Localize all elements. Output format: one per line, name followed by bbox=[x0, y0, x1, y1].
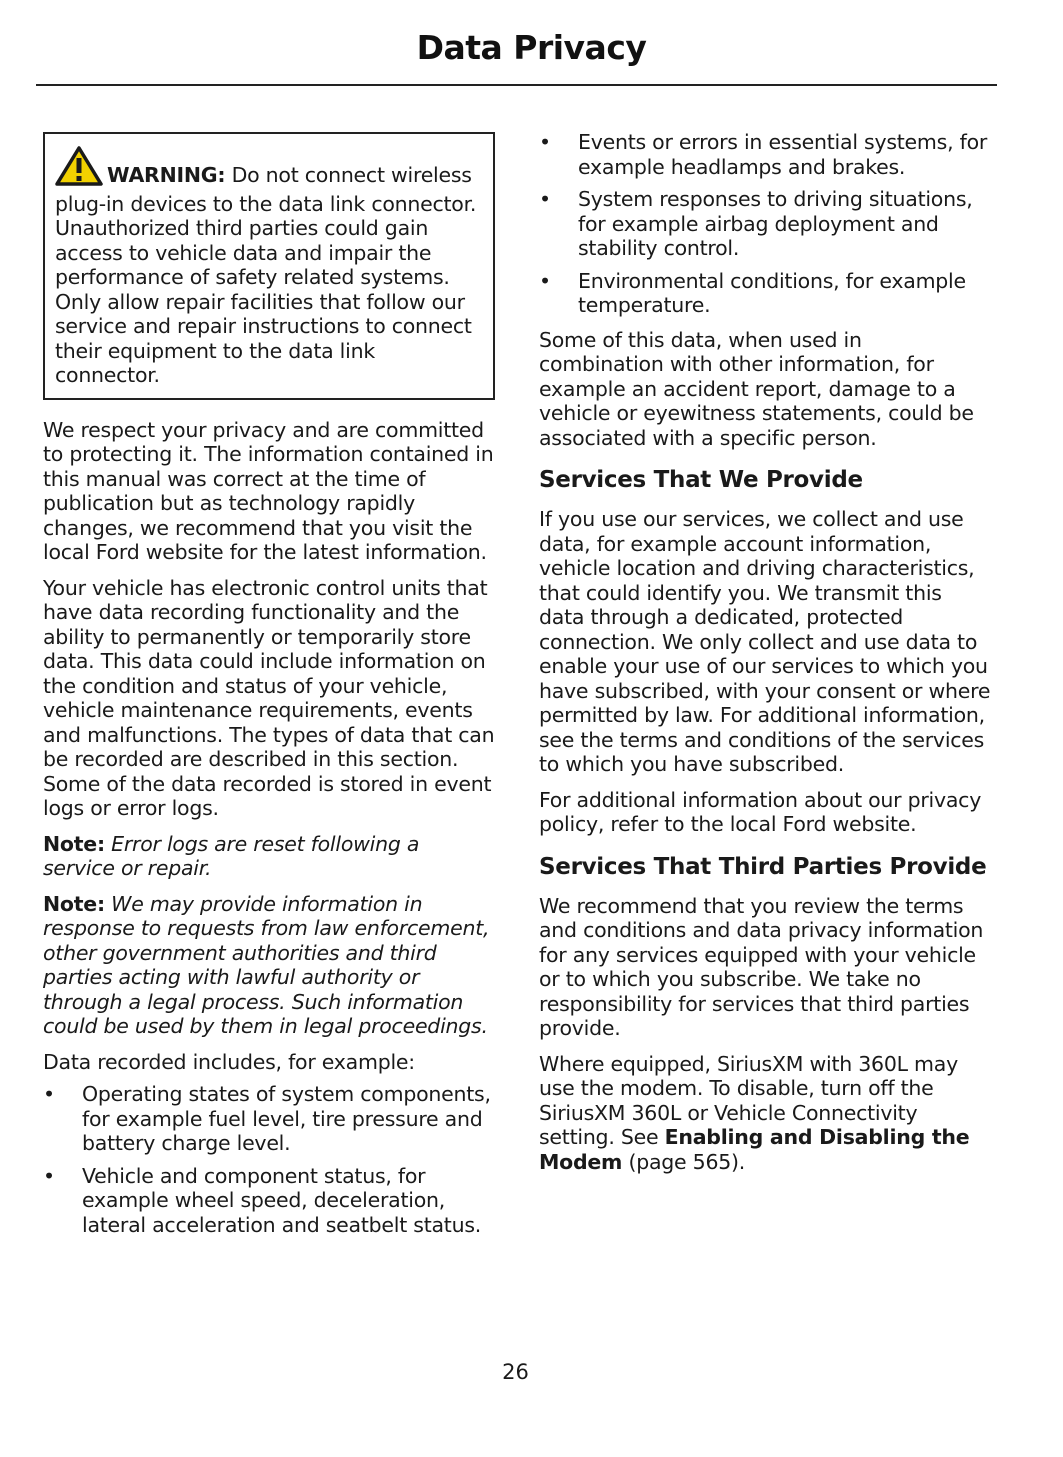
warning-box bbox=[43, 132, 495, 400]
heading-third-party-services: Services That Third Parties Provide bbox=[539, 853, 987, 880]
paragraph-privacy-policy: For additional information about our privacy policy, refer to the local Ford website. bbox=[539, 787, 982, 836]
note-text: Error logs are reset following a service or repair. bbox=[43, 831, 420, 880]
modem-cross-reference-link[interactable]: Enabling and Disabling the Modem bbox=[539, 1125, 970, 1174]
bullet-icon: • bbox=[539, 187, 551, 211]
bullet-icon: • bbox=[539, 268, 551, 293]
paragraph-specific-person: Some of this data, when used in combination with other information, for example an accident report, damage to a vehicle or eyewitness statements, could be associated with a specific person. bbox=[539, 327, 974, 450]
list-item: • Vehicle and component status, for example wheel speed, deceleration, lateral acceleration and seatbelt status. bbox=[43, 1163, 482, 1237]
note-label: Note: bbox=[43, 831, 105, 856]
title-divider bbox=[36, 84, 997, 86]
paragraph-siriusxm: Where equipped, SiriusXM with 360L may use the modem. To disable, turn off the SiriusXM 360L or Vehicle Connectivity setting. See Enabling and Disabling the Modem (page 565). bbox=[539, 1051, 970, 1174]
left-column bbox=[43, 132, 495, 1247]
data-recorded-list bbox=[43, 1082, 495, 1237]
list-item: • Operating states of system components, for example fuel level, tire pressure and battery charge level. bbox=[43, 1082, 491, 1155]
warning-label: WARNING: bbox=[107, 163, 226, 187]
data-recorded-list-continued bbox=[539, 130, 991, 318]
page-number: 26 bbox=[502, 1360, 529, 1384]
heading-services-we-provide: Services That We Provide bbox=[539, 467, 863, 493]
warning-triangle-icon bbox=[55, 146, 103, 192]
list-intro: Data recorded includes, for example: bbox=[43, 1049, 415, 1074]
bullet-icon: • bbox=[539, 130, 551, 154]
bullet-icon: • bbox=[43, 1163, 55, 1188]
note-text: We may provide information in response to requests from law enforcement, other government authorities and third parties acting with lawful authority or through a legal process. Such information could be used by them in legal proceedings. bbox=[43, 891, 490, 1038]
paragraph-privacy: We respect your privacy and are committed to protecting it. The information contained in this manual was correct at the time of publication but as technology rapidly changes, we recommend that you visit the local Ford website for the latest information. bbox=[43, 417, 494, 564]
paragraph-control-units: Your vehicle has electronic control units that have data recording functionality and the ability to permanently or temporarily store data. This data could include information on the condition and status of your vehicle, vehicle maintenance requirements, events and malfunctions. The types of data that can be recorded are described in this section. Some of the data recorded is stored in event logs or error logs. bbox=[43, 575, 495, 820]
list-item: • Events or errors in essential systems, for example headlamps and brakes. bbox=[539, 130, 988, 179]
list-item: • System responses to driving situations, for example airbag deployment and stability control. bbox=[539, 187, 973, 260]
paragraph-third-party-terms: We recommend that you review the terms and conditions and data privacy information for any services equipped with your vehicle or to which you subscribe. We take no responsibility for services that third parties provide. bbox=[539, 893, 984, 1040]
bullet-icon: • bbox=[43, 1082, 55, 1106]
note-error-logs bbox=[43, 832, 495, 881]
note-label: Note: bbox=[43, 891, 105, 916]
page-title: Data Privacy bbox=[416, 28, 647, 67]
right-column bbox=[539, 130, 991, 1185]
warning-text: Do not connect wireless plug-in devices to the data link connector. Unauthorized third parties could gain access to vehicle data and impair the performance of safety related systems. Only allow repair facilities that follow our service and repair instructions to connect their equipment to the data link connector. bbox=[55, 163, 477, 387]
list-item: • Environmental conditions, for example temperature. bbox=[539, 268, 966, 317]
paragraph-our-services: If you use our services, we collect and use data, for example account information, vehicle location and driving characteristics, that could identify you. We transmit this data through a dedicated, protected connection. We only collect and use data to enable your use of our services to which you have subscribed, with your consent or where permitted by law. For additional information, see the terms and conditions of the services to which you have subscribed. bbox=[539, 507, 991, 776]
note-law-enforcement bbox=[43, 892, 495, 1039]
